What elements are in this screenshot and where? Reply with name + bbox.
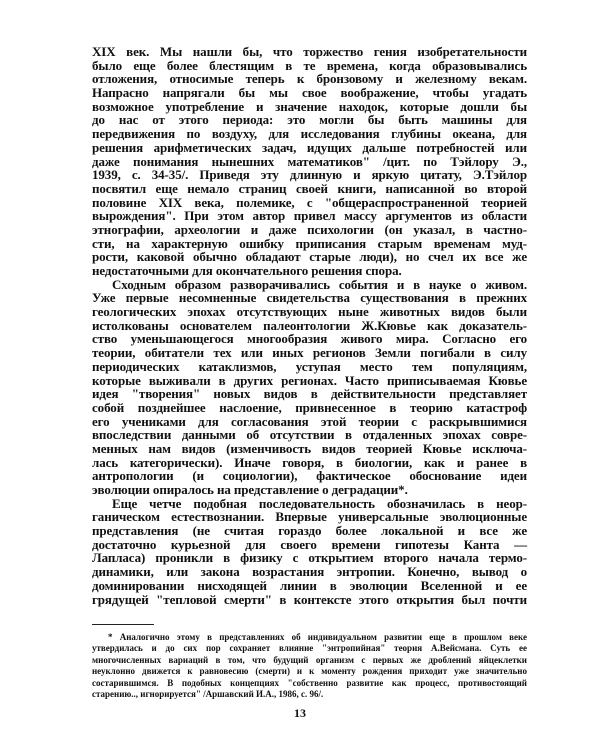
footnote-line: старению.., игнорируется" /Аршавский И.А., 1986, с. 96/.	[92, 688, 324, 699]
text-line: Лапласа) проникли в физику с открытием второго начала термо-	[92, 550, 527, 566]
text-line: отложения, относимые теперь к бронзовому и железному векам.	[92, 71, 527, 87]
text-line: менных нам видов (изменчивость видов теорией Кювье исключа-	[92, 440, 527, 456]
page-number: 13	[294, 706, 306, 720]
text-line: Напрасно напрягали бы мы свое воображение, чтобы угадать	[92, 85, 527, 101]
text-line: половине XIX века, полемике, с "общераспространенной теорией	[92, 194, 527, 210]
text-line: даже понимания нынешних математиков" /цит. по Тэйлору Э.,	[92, 153, 527, 169]
text-line: геологических эпохах отсутствующих ныне животных видов были	[92, 304, 527, 320]
text-line: которые выживали в других регионах. Часто приписываемая Кювье	[92, 372, 527, 388]
text-line: доминировании нисходящей линии в эволюции Вселенной и ее	[92, 577, 527, 593]
text-line: эволюции опиралось на представление о деградации*.	[92, 482, 408, 497]
text-line: периодических катаклизмов, уступая место тем популяциям,	[92, 358, 527, 374]
text-line: собой позднейшее наслоение, привнесенное в теорию катастроф	[92, 399, 527, 415]
paragraph	[92, 278, 527, 497]
text-line: 1939, с. 34-35/. Приведя эту длинную и яркую цитату, Э.Тэйлор	[92, 167, 527, 183]
text-line: динамики, или закона возрастания энтропии. Конечно, вывод о	[92, 564, 527, 580]
text-line: решения арифметических задач, идущих дальше потребностей или	[92, 139, 527, 155]
text-line: антропологии (и социологии), фактическое обоснование идеи	[92, 468, 527, 484]
footnote-line: * Аналогично этому в представлениях об индивидуальном развитии еще в прошлом веке	[108, 632, 527, 642]
text-line: его учениками для согласования этой теории с раскрывшимися	[92, 413, 527, 429]
footnote-line: состарившимся. В подобных концепциях "собственно развитие как процесс, противостоящий	[92, 677, 527, 688]
text-line: представления (не считая гораздо более локальной и все же	[92, 523, 527, 539]
text-line: недостаточными для окончательного решения спора.	[92, 263, 402, 278]
paragraph	[92, 497, 527, 607]
footnote	[92, 632, 527, 700]
paragraph	[92, 45, 527, 278]
text-line: лась категорически). Иначе говоря, в биологии, как и ранее в	[92, 454, 527, 470]
text-line: этнографии, археологии и даже психологии (он указал, в частно-	[92, 221, 527, 237]
text-line: впоследствии данными об отсутствии в отдаленных эпохах совре-	[92, 427, 527, 443]
footnote-line: неуклонно движется к равновесию (смерти) и к моменту рождения приходит уже значительно	[92, 666, 527, 677]
footnote-separator	[92, 624, 154, 625]
text-line: до нас от этого периода: это могли бы быть машины для	[92, 112, 527, 128]
text-line: истолкованы основателем палеонтологии Ж.Кювье как доказатель-	[92, 317, 527, 333]
text-line: посвятил еще немало страниц своей книги, написанной во второй	[92, 180, 527, 196]
text-line: Уже первые несомненные свидетельства существования в прежних	[92, 290, 527, 306]
text-line: достаточно курьезной для своего времени гипотезы Канта —	[92, 536, 527, 552]
text-line: ство уменьшающегося многообразия живого мира. Согласно его	[92, 331, 527, 347]
text-line: Сходным образом разворачивались события и в науке о живом.	[112, 276, 527, 292]
text-line: сти, на характерную ошибку приписания старым временам муд-	[92, 235, 527, 251]
text-line: было еще более блестящим в те времена, когда образовывались	[92, 57, 527, 73]
text-line: передвижения по воздуху, для исследования глубины океана, для	[92, 126, 527, 142]
footnote-line: многочисленных вариаций в том, что будущий организм с первых же дроблений яйцеклетки	[92, 654, 527, 665]
text-line: ганическом естествознании. Впервые универсальные эволюционные	[92, 509, 527, 525]
body-text	[92, 45, 527, 606]
text-line: рости, каковой обычно обладают старые люди), но счел их все же	[92, 249, 527, 265]
text-line: XIX век. Мы нашли бы, что торжество гения изобретательности	[92, 44, 527, 59]
text-line: Еще четче подобная последовательность обозначилась в неор-	[112, 495, 527, 511]
text-line: грядущей "тепловой смерти" в контексте этого открытия был почти	[92, 591, 527, 607]
text-line: теории, обитатели тех или иных регионов Земли погибали в силу	[92, 345, 527, 361]
text-line: вырождения". При этом автор привел массу аргументов из области	[92, 208, 527, 224]
text-line: возможное употребление и значение находок, которые дошли бы	[92, 98, 527, 114]
footnote-line: утвердилась и до сих пор сохраняет влияние "энтропийная" теория А.Вейсмана. Суть ее	[92, 643, 527, 654]
text-line: идея "творения" новых видов в действительности представляет	[92, 386, 527, 402]
